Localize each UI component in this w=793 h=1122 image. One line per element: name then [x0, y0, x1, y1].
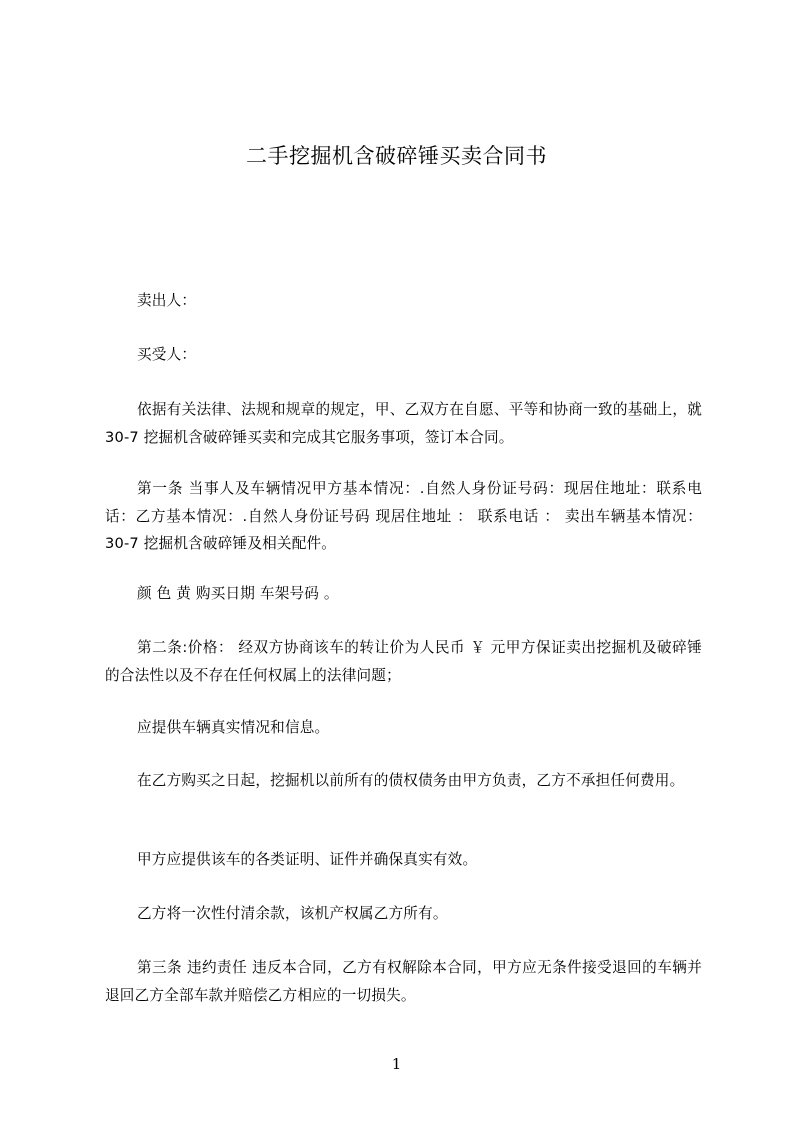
payment-line: 乙方将一次性付清余款，该机产权属乙方所有。: [137, 905, 448, 922]
debt-responsibility-paragraph: 在乙方购买之日起，挖掘机以前所有的债权债务由甲方负责，乙方不承担任何费用。: [137, 772, 685, 789]
page-number: 1: [391, 1055, 402, 1073]
article-3-paragraph: 第三条 违约责任 违反本合同，乙方有权解除本合同，甲方应无条件接受退回的车辆并退回乙方全部车款并赔偿乙方相应的一切损失。: [105, 959, 702, 1004]
certificates-line: 甲方应提供该车的各类证明、证件并确保真实有效。: [137, 851, 478, 868]
preamble-paragraph: 依据有关法律、法规和规章的规定，甲、乙双方在自愿、平等和协商一致的基础上，就 30-7 挖掘机含破碎锤买卖和完成其它服务事项，签订本合同。: [105, 401, 702, 446]
article-2-paragraph: 第二条:价格： 经双方协商该车的转让价为人民币 ￥ 元甲方保证卖出挖掘机及破碎锤的合法性以及不存在任何权属上的法律问题；: [105, 639, 702, 684]
buyer-line: 买受人：: [137, 346, 197, 363]
article-1-paragraph: 第一条 当事人及车辆情况甲方基本情况：.自然人身份证号码：现居住地址：联系电话：乙方基本情况：.自然人身份证号码 现居住地址 ： 联系电话 ： 卖出车辆基本情况： 30-7 挖掘机含破碎锤及相关配件。: [105, 480, 702, 552]
document-title: 二手挖掘机含破碎锤买卖合同书: [246, 144, 547, 168]
seller-line: 卖出人：: [137, 292, 197, 309]
vehicle-details-line: 颜 色 黄 购买日期 车架号码 。: [137, 585, 339, 602]
vehicle-info-line: 应提供车辆真实情况和信息。: [137, 719, 330, 736]
